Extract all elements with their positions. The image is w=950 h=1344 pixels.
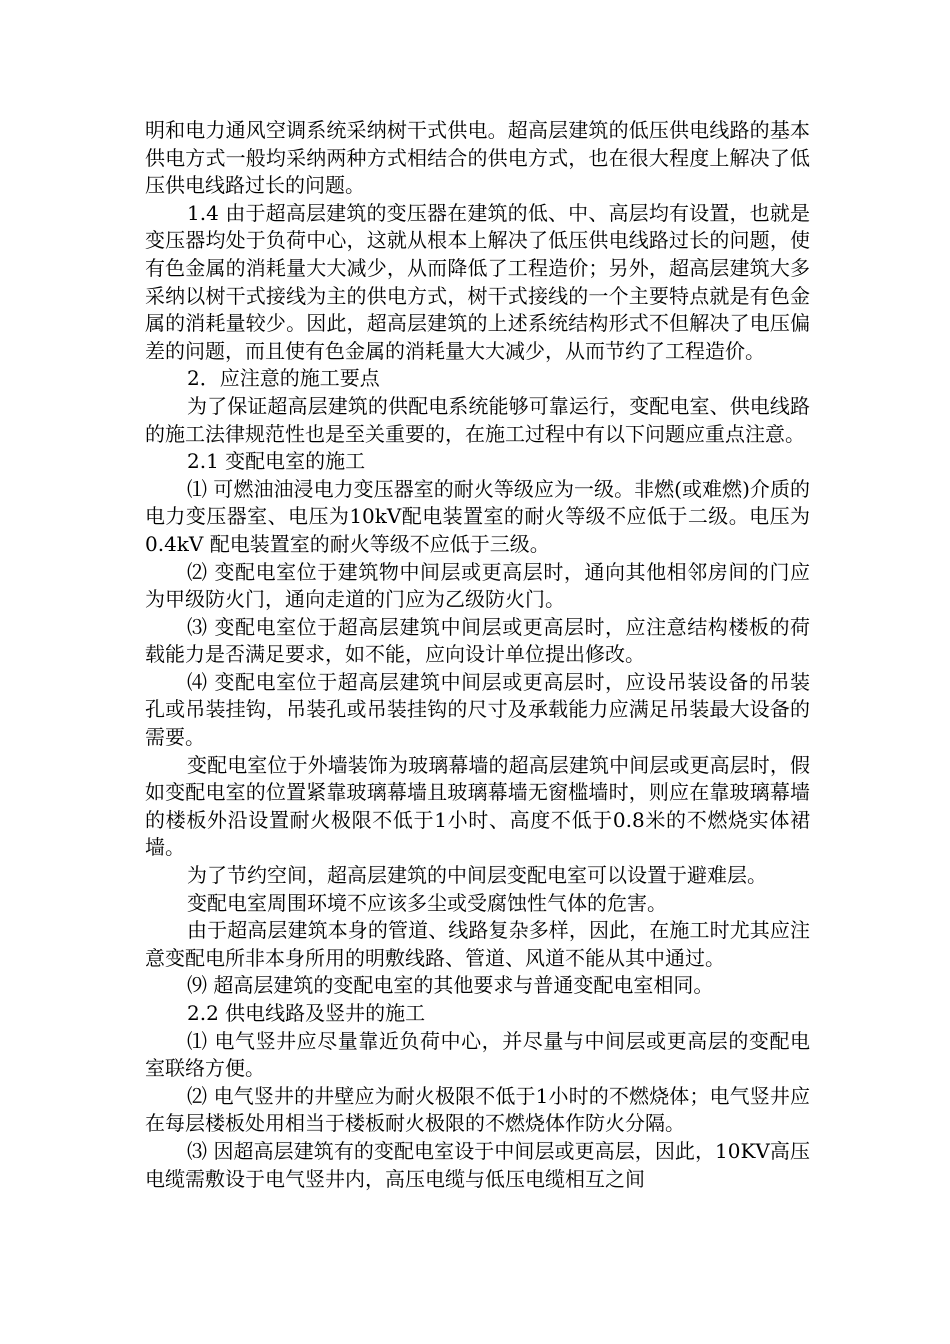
paragraph-continuation: 明和电力通风空调系统采纳树干式供电。超高层建筑的低压供电线路的基本供电方式一般均采纳两种方式相结合的供电方式，也在很大程度上解决了低压供电线路过长的问题。 [145, 118, 810, 198]
paragraph-item-7: 变配电室周围环境不应该多尘或受腐蚀性气体的危害。 [187, 890, 667, 915]
section-heading-2-1: 2.1 变配电室的施工 [187, 449, 366, 474]
paragraph-item-5: 变配电室位于外墙装饰为玻璃幕墙的超高层建筑中间层或更高层时，假如变配电室的位置紧靠玻璃幕墙且玻璃幕墙无窗槛墙时，则应在靠玻璃幕墙的楼板外沿设置耐火极限不低于1小时、高度不低于0.8米的不燃烧实体裙墙。 [145, 752, 810, 860]
paragraph-intro-2: 为了保证超高层建筑的供配电系统能够可靠运行，变配电室、供电线路的施工法律规范性也是至关重要的，在施工过程中有以下问题应重点注意。 [145, 393, 810, 446]
paragraph-1-4: 1.4 由于超高层建筑的变压器在建筑的低、中、高层均有设置，也就是变压器均处于负荷中心，这就从根本上解决了低压供电线路过长的问题，使有色金属的消耗量大大减少，从而降低了工程造价；另外，超高层建筑大多采纳以树干式接线为主的供电方式，树干式接线的一个主要特点就是有色金属的消耗量较少。因此，超高层建筑的上述系统结构形式不但解决了电压偏差的问题，而且使有色金属的消耗量大大减少，从而节约了工程造价。 [145, 200, 810, 363]
section-heading-2-2: 2.2 供电线路及竖井的施工 [187, 1001, 426, 1025]
paragraph-item-4: ⑷ 变配电室位于超高层建筑中间层或更高层时，应设吊装设备的吊装孔或吊装挂钩，吊装孔或吊装挂钩的尺寸及承载能力应满足吊装最大设备的需要。 [145, 669, 810, 750]
paragraph-item-3: ⑶ 变配电室位于超高层建筑中间层或更高层时，应注意结构楼板的荷载能力是否满足要求，如不能，应向设计单位提出修改。 [145, 614, 810, 667]
paragraph-shaft-3: ⑶ 因超高层建筑有的变配电室设于中间层或更高层，因此，10KV高压电缆需敷设于电气竖井内，高压电缆与低压电缆相互之间 [145, 1138, 810, 1191]
paragraph-item-6: 为了节约空间，超高层建筑的中间层变配电室可以设置于避难层。 [187, 863, 767, 888]
paragraph-shaft-1: ⑴ 电气竖井应尽量靠近负荷中心，并尽量与中间层或更高层的变配电室联络方便。 [145, 1028, 810, 1081]
paragraph-item-1: ⑴ 可燃油油浸电力变压器室的耐火等级应为一级。非燃(或难燃)介质的电力变压器室、电压为10kV配电装置室的耐火等级不应低于二级。电压为0.4kV 配电装置室的耐火等级不应低于三级。 [145, 476, 810, 556]
paragraph-item-9: ⑼ 超高层建筑的变配电室的其他要求与普通变配电室相同。 [187, 973, 714, 998]
paragraph-item-8: 由于超高层建筑本身的管道、线路复杂多样，因此，在施工时尤其应注意变配电所非本身所用的明敷线路、管道、风道不能从其中通过。 [145, 918, 810, 970]
document-page [145, 117, 810, 1193]
paragraph-shaft-2: ⑵ 电气竖井的井壁应为耐火极限不低于1小时的不燃烧体；电气竖井应在每层楼板处用相当于楼板耐火极限的不燃烧体作防火分隔。 [145, 1083, 810, 1136]
paragraph-item-2: ⑵ 变配电室位于建筑物中间层或更高层时，通向其他相邻房间的门应为甲级防火门，通向走道的门应为乙级防火门。 [145, 559, 810, 612]
section-heading-2: 2．应注意的施工要点 [187, 366, 380, 391]
